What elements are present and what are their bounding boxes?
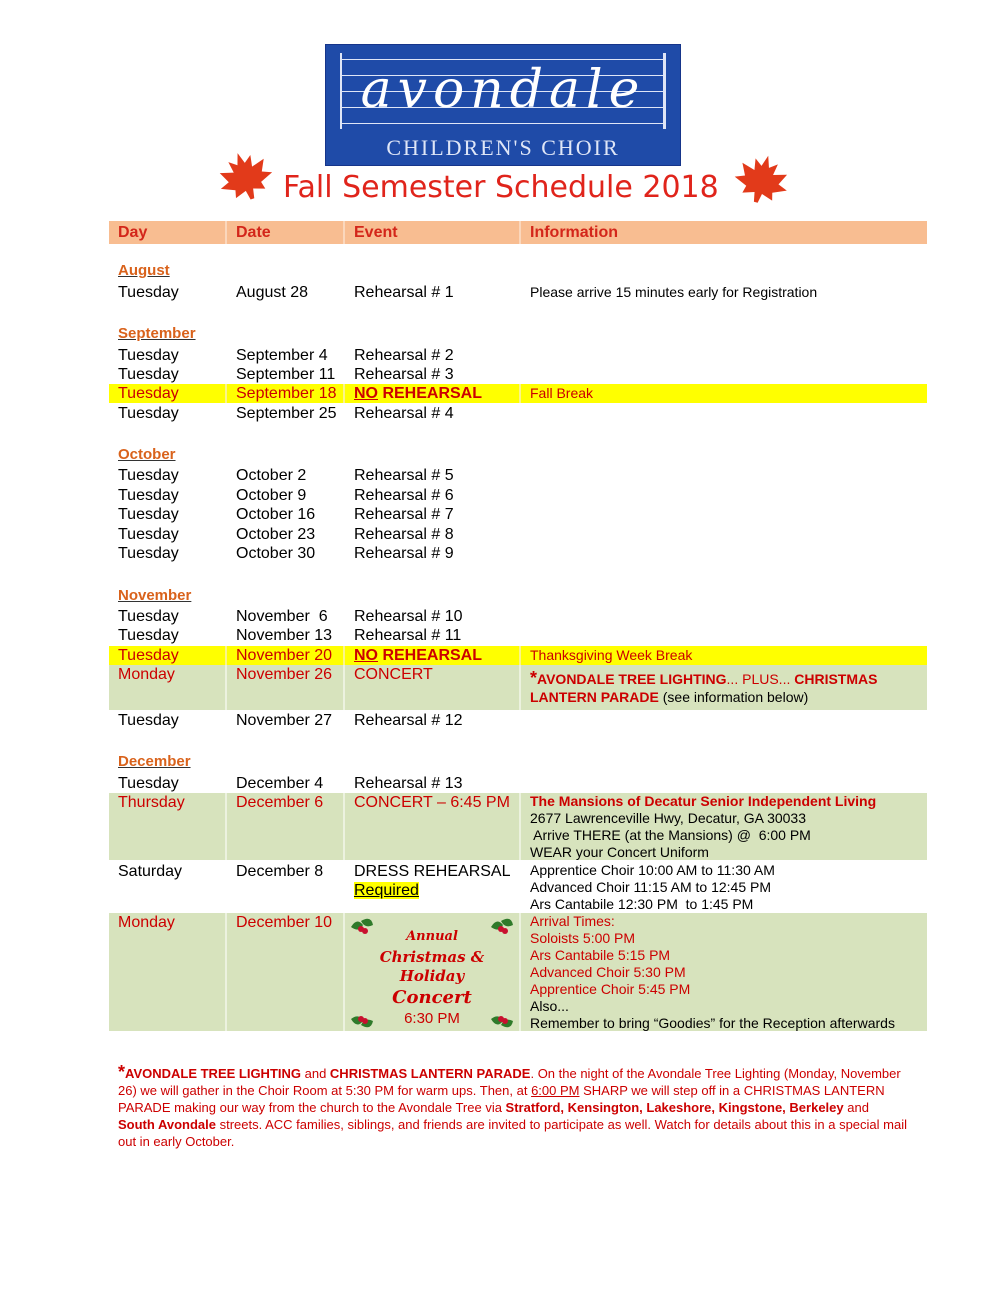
arrival-note: Arrive THERE (at the Mansions) @ 6:00 PM xyxy=(530,827,811,843)
day: Tuesday xyxy=(118,627,179,644)
schedule-table xyxy=(109,221,927,244)
event xyxy=(345,862,521,912)
plus-text: ... PLUS... xyxy=(726,671,795,687)
streets-list: Stratford, Kensington, Lakeshore, Kingstone, Berkeley xyxy=(505,1100,844,1115)
table-row xyxy=(109,365,927,384)
dress-rehearsal-label: DRESS REHEARSAL xyxy=(354,863,511,880)
table-row xyxy=(109,283,927,302)
table-row xyxy=(109,346,927,365)
table-row-concert xyxy=(109,665,927,710)
date: November 6 xyxy=(236,608,328,625)
arrival-time: Ars Cantabile 5:15 PM xyxy=(530,947,671,963)
concert-label: Concert xyxy=(392,987,472,1008)
event: Rehearsal # 9 xyxy=(354,545,454,562)
date: December 4 xyxy=(236,775,324,792)
info xyxy=(521,365,927,384)
asterisk: * xyxy=(530,668,538,688)
day: Monday xyxy=(109,665,227,710)
table-row xyxy=(109,711,927,730)
rehearsal-label: REHEARSAL xyxy=(378,385,483,402)
table-row xyxy=(109,466,927,485)
table-header xyxy=(109,221,927,244)
street-south-avondale: South Avondale xyxy=(118,1117,216,1132)
event: CONCERT – 6:45 PM xyxy=(345,793,521,860)
rehearsal-label: REHEARSAL xyxy=(378,647,483,664)
maple-leaf-icon xyxy=(216,150,274,202)
also-label: Also... xyxy=(530,998,569,1014)
date: September 18 xyxy=(227,384,345,403)
logo-wordmark: avondale xyxy=(360,60,646,120)
event: Rehearsal # 3 xyxy=(354,366,454,383)
footnote xyxy=(118,1064,908,1150)
asterisk: * xyxy=(118,1062,126,1082)
page-title: Fall Semester Schedule 2018 xyxy=(283,170,719,205)
event: CONCERT xyxy=(345,665,521,710)
table-row-no-rehearsal xyxy=(109,384,927,403)
date: December 10 xyxy=(227,913,345,1031)
table-row-no-rehearsal xyxy=(109,646,927,665)
venue-name: The Mansions of Decatur Senior Independent Living xyxy=(530,793,877,809)
date: December 6 xyxy=(227,793,345,860)
lantern-parade-label: CHRISTMAS LANTERN PARADE xyxy=(329,1066,531,1081)
info xyxy=(521,404,927,423)
day: Tuesday xyxy=(118,347,179,364)
info-line: Advanced Choir 11:15 AM to 12:45 PM xyxy=(530,879,771,895)
header-information: Information xyxy=(530,224,618,241)
no-label: NO xyxy=(354,385,378,402)
info: Fall Break xyxy=(530,385,594,401)
date: November 13 xyxy=(236,627,333,644)
avondale-logo xyxy=(325,44,681,166)
day: Tuesday xyxy=(109,646,227,665)
event: Rehearsal # 8 xyxy=(354,526,454,543)
day: Tuesday xyxy=(118,405,179,422)
annual-label: Annual xyxy=(406,929,458,944)
date: November 27 xyxy=(236,712,333,729)
arrival-time: Apprentice Choir 5:45 PM xyxy=(530,981,691,997)
info: Thanksgiving Week Break xyxy=(530,647,693,663)
holly-icon xyxy=(487,915,517,945)
month-heading-august: August xyxy=(118,262,170,279)
info: Please arrive 15 minutes early for Registration xyxy=(530,284,818,300)
date: December 8 xyxy=(236,863,324,880)
info xyxy=(521,913,927,1031)
month-heading-november: November xyxy=(118,587,192,604)
info xyxy=(521,862,927,912)
date: October 30 xyxy=(236,545,316,562)
date: November 26 xyxy=(227,665,345,710)
table-row xyxy=(109,626,927,645)
day: Tuesday xyxy=(118,775,179,792)
table-row xyxy=(109,544,927,563)
table-row xyxy=(109,486,927,505)
date: September 11 xyxy=(236,366,336,383)
lantern-parade-label: CHRISTMAS LANTERN PARADE xyxy=(530,671,878,705)
day: Tuesday xyxy=(118,712,179,729)
header-event: Event xyxy=(345,221,521,244)
date: September 25 xyxy=(236,405,337,422)
day: Tuesday xyxy=(118,366,179,383)
info-line: Ars Cantabile 12:30 PM to 1:45 PM xyxy=(530,896,754,912)
date: October 2 xyxy=(236,467,307,484)
event: Rehearsal # 11 xyxy=(354,627,462,644)
tree-lighting-label: AVONDALE TREE LIGHTING xyxy=(537,671,727,687)
date: September 4 xyxy=(236,347,328,364)
event xyxy=(345,913,521,1031)
tree-lighting-label: AVONDALE TREE LIGHTING xyxy=(125,1066,301,1081)
event: Rehearsal # 13 xyxy=(354,775,463,792)
start-time: 6:00 PM xyxy=(531,1083,580,1098)
arrival-times-heading: Arrival Times: xyxy=(530,913,615,929)
holly-icon xyxy=(487,1001,517,1031)
day: Tuesday xyxy=(118,545,179,562)
header-day: Day xyxy=(109,221,227,244)
day: Tuesday xyxy=(118,467,179,484)
concert-title: Christmas & Holiday xyxy=(379,948,485,985)
day: Tuesday xyxy=(118,608,179,625)
table-row-concert xyxy=(109,793,927,860)
date: October 16 xyxy=(236,506,316,523)
goodies-note: Remember to bring “Goodies” for the Reception afterwards xyxy=(530,1015,895,1031)
day: Saturday xyxy=(118,863,183,880)
event xyxy=(345,646,521,665)
uniform-note: WEAR your Concert Uniform xyxy=(530,844,709,860)
date: November 20 xyxy=(227,646,345,665)
day: Tuesday xyxy=(118,487,179,504)
event: Rehearsal # 1 xyxy=(354,284,454,301)
required-badge: Required xyxy=(354,882,419,899)
date: August 28 xyxy=(236,284,309,301)
day: Monday xyxy=(109,913,227,1031)
holly-icon xyxy=(347,1001,377,1031)
info xyxy=(521,665,927,710)
date: October 23 xyxy=(236,526,316,543)
event: Rehearsal # 4 xyxy=(354,405,454,422)
info xyxy=(521,793,927,860)
table-row xyxy=(109,607,927,626)
table-row-concert xyxy=(109,913,927,1031)
event: Rehearsal # 7 xyxy=(354,506,454,523)
table-row xyxy=(109,505,927,524)
month-heading-october: October xyxy=(118,446,176,463)
month-heading-december: December xyxy=(118,753,191,770)
event xyxy=(345,384,521,403)
day: Tuesday xyxy=(118,506,179,523)
arrival-time: Soloists 5:00 PM xyxy=(530,930,636,946)
concert-time: 6:30 PM xyxy=(404,1010,460,1027)
no-label: NO xyxy=(354,647,378,664)
event: Rehearsal # 12 xyxy=(354,712,463,729)
holly-icon xyxy=(347,915,377,945)
table-row xyxy=(109,525,927,544)
footnote-text: streets. ACC families, siblings, and friends are invited to participate as well. Watch for details about this in a special mail out in early October. xyxy=(118,1117,907,1149)
arrival-time: Advanced Choir 5:30 PM xyxy=(530,964,686,980)
table-row xyxy=(109,404,927,423)
event: Rehearsal # 10 xyxy=(354,608,463,625)
date: October 9 xyxy=(236,487,307,504)
info xyxy=(521,346,927,365)
footnote-text: . On the night of the Avondale Tree Lighting (Monday, November 26) we will gather in the Choir Room at 5:30 PM for warm ups. Then, at xyxy=(118,1066,901,1098)
day: Tuesday xyxy=(118,284,179,301)
day: Tuesday xyxy=(109,384,227,403)
day: Thursday xyxy=(109,793,227,860)
maple-leaf-icon xyxy=(733,153,791,205)
month-heading-september: September xyxy=(118,325,196,342)
logo-subtitle: CHILDREN'S CHOIR xyxy=(386,135,620,160)
header-date: Date xyxy=(227,221,345,244)
event: Rehearsal # 6 xyxy=(354,487,454,504)
table-row xyxy=(109,774,927,793)
footnote-text: SHARP we will step off in a CHRISTMAS LANTERN PARADE making our way from the church to the Avondale Tree via xyxy=(118,1083,885,1115)
event: Rehearsal # 2 xyxy=(354,347,454,364)
see-below-text: (see information below) xyxy=(658,689,809,705)
event: Rehearsal # 5 xyxy=(354,467,454,484)
table-row xyxy=(109,862,927,912)
footnote-text: and xyxy=(843,1100,869,1115)
info-line: Apprentice Choir 10:00 AM to 11:30 AM xyxy=(530,862,775,878)
venue-address: 2677 Lawrenceville Hwy, Decatur, GA 30033 xyxy=(530,810,807,826)
day: Tuesday xyxy=(118,526,179,543)
footnote-text: and xyxy=(301,1066,330,1081)
holiday-concert-card xyxy=(345,913,519,1031)
